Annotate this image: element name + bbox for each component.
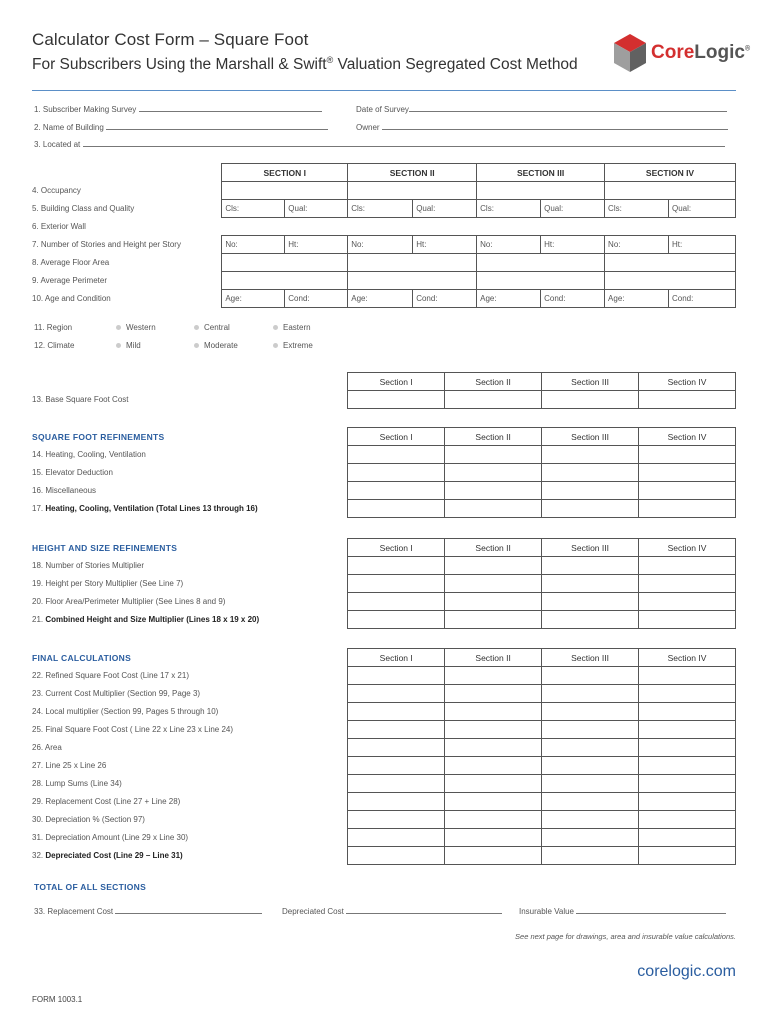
climate-moderate-option[interactable]: Moderate	[194, 341, 238, 350]
input-cell[interactable]	[222, 254, 348, 272]
input-cell[interactable]	[222, 272, 348, 290]
value-cell[interactable]	[445, 685, 542, 703]
climate-mild-option[interactable]: Mild	[116, 341, 141, 350]
value-cell[interactable]	[445, 739, 542, 757]
value-cell[interactable]	[445, 391, 542, 409]
value-cell[interactable]	[348, 500, 445, 518]
value-cell[interactable]	[348, 611, 445, 629]
value-cell[interactable]	[348, 391, 445, 409]
value-cell[interactable]	[639, 793, 736, 811]
value-cell[interactable]	[542, 685, 639, 703]
climate-label: 12. Climate	[34, 341, 75, 350]
footnote: See next page for drawings, area and insurable value calculations.	[515, 932, 736, 941]
row-label: 26. Area	[32, 743, 62, 752]
table-row	[32, 793, 736, 811]
value-cell[interactable]	[542, 557, 639, 575]
value-cell[interactable]	[348, 464, 445, 482]
table-row	[32, 557, 736, 575]
value-cell[interactable]	[348, 557, 445, 575]
value-cell[interactable]	[639, 593, 736, 611]
input-cell[interactable]: Cls:	[477, 200, 541, 218]
input-cell[interactable]: No:	[605, 236, 669, 254]
row-label: 30. Depreciation % (Section 97)	[32, 815, 145, 824]
value-cell[interactable]	[445, 464, 542, 482]
value-cell[interactable]	[639, 500, 736, 518]
input-cell[interactable]	[348, 182, 477, 200]
total-row	[32, 611, 736, 629]
row-label: 23. Current Cost Multiplier (Section 99, Page 3)	[32, 689, 201, 698]
value-cell[interactable]	[542, 811, 639, 829]
total-row-label: 21. Combined Height and Size Multiplier (Lines 18 x 19 x 20)	[32, 615, 260, 624]
row-label: 9. Average Perimeter	[32, 276, 108, 285]
input-cell[interactable]: Age:	[348, 290, 413, 308]
row-label: 15. Elevator Deduction	[32, 468, 113, 477]
value-cell[interactable]	[348, 829, 445, 847]
table-row	[32, 236, 736, 254]
value-cell[interactable]	[348, 446, 445, 464]
value-cell[interactable]	[639, 575, 736, 593]
value-cell[interactable]	[639, 482, 736, 500]
input-cell[interactable]: Qual:	[669, 200, 736, 218]
value-cell[interactable]	[542, 391, 639, 409]
value-cell[interactable]	[639, 721, 736, 739]
value-cell[interactable]	[348, 847, 445, 865]
input-cell[interactable]	[605, 254, 736, 272]
row-label: 31. Depreciation Amount (Line 29 x Line 30)	[32, 833, 189, 842]
logo-logic: Logic	[694, 42, 745, 63]
value-cell[interactable]	[639, 829, 736, 847]
website-link[interactable]: corelogic.com	[637, 963, 736, 980]
value-cell[interactable]	[639, 847, 736, 865]
base-cost-table	[32, 372, 736, 409]
value-cell[interactable]	[445, 811, 542, 829]
table-header-row	[32, 428, 736, 446]
input-cell[interactable]	[605, 182, 736, 200]
section-header: SECTION I	[222, 164, 348, 182]
row-label: 29. Replacement Cost (Line 27 + Line 28)	[32, 797, 181, 806]
replacement-cost-total-field[interactable]: 33. Replacement Cost	[34, 906, 262, 916]
value-cell[interactable]	[445, 667, 542, 685]
value-cell[interactable]	[348, 811, 445, 829]
input-cell[interactable]	[477, 272, 605, 290]
section-header: Section I	[348, 539, 445, 557]
value-cell[interactable]	[542, 446, 639, 464]
table-row	[32, 575, 736, 593]
region-central-option[interactable]: Central	[194, 323, 230, 332]
table-row	[32, 829, 736, 847]
radio-icon[interactable]	[194, 343, 199, 348]
corelogic-logo: CoreLogic®	[614, 34, 744, 74]
empty-cell	[605, 218, 736, 236]
row-label: 28. Lump Sums (Line 34)	[32, 779, 122, 788]
value-cell[interactable]	[542, 593, 639, 611]
value-cell[interactable]	[445, 829, 542, 847]
total-row	[32, 847, 736, 865]
input-cell[interactable]: Ht:	[541, 236, 605, 254]
value-cell[interactable]	[542, 739, 639, 757]
region-eastern-option[interactable]: Eastern	[273, 323, 311, 332]
value-cell[interactable]	[639, 685, 736, 703]
table-row	[32, 667, 736, 685]
value-cell[interactable]	[542, 500, 639, 518]
input-cell[interactable]: Age:	[477, 290, 541, 308]
table-header-row	[32, 539, 736, 557]
input-cell[interactable]: Qual:	[413, 200, 477, 218]
value-cell[interactable]	[445, 557, 542, 575]
section-header: Section IV	[639, 539, 736, 557]
input-cell[interactable]: Ht:	[669, 236, 736, 254]
section-header: SECTION IV	[605, 164, 736, 182]
climate-extreme-option[interactable]: Extreme	[273, 341, 313, 350]
section-header: Section II	[445, 539, 542, 557]
section-header: Section IV	[639, 373, 736, 391]
row-label: 10. Age and Condition	[32, 294, 111, 303]
value-cell[interactable]	[542, 667, 639, 685]
input-cell[interactable]	[348, 272, 477, 290]
value-cell[interactable]	[348, 757, 445, 775]
value-cell[interactable]	[542, 703, 639, 721]
row-label: 27. Line 25 x Line 26	[32, 761, 107, 770]
table-row	[32, 775, 736, 793]
value-cell[interactable]	[542, 464, 639, 482]
header-rule	[32, 90, 736, 91]
input-cell[interactable]	[605, 272, 736, 290]
value-cell[interactable]	[445, 446, 542, 464]
region-row	[34, 323, 72, 332]
total-row-label: 17. Heating, Cooling, Ventilation (Total Lines 13 through 16)	[32, 504, 258, 513]
value-cell[interactable]	[639, 391, 736, 409]
value-cell[interactable]	[348, 482, 445, 500]
value-cell[interactable]	[445, 482, 542, 500]
empty-cell	[477, 218, 605, 236]
row-label: 25. Final Square Foot Cost ( Line 22 x Line 23 x Line 24)	[32, 725, 234, 734]
table-row	[32, 464, 736, 482]
input-cell[interactable]	[477, 254, 605, 272]
value-cell[interactable]	[348, 739, 445, 757]
row-label: 8. Average Floor Area	[32, 258, 110, 267]
region-western-option[interactable]: Western	[116, 323, 156, 332]
value-cell[interactable]	[639, 757, 736, 775]
value-cell[interactable]	[639, 667, 736, 685]
value-cell[interactable]	[445, 593, 542, 611]
radio-icon[interactable]	[194, 325, 199, 330]
owner-field[interactable]: Owner	[356, 122, 728, 132]
table-row	[32, 685, 736, 703]
section-header: Section I	[348, 649, 445, 667]
radio-icon[interactable]	[273, 343, 278, 348]
table-row	[32, 739, 736, 757]
empty-cell	[222, 218, 348, 236]
table-row	[32, 218, 736, 236]
depreciated-cost-total-field[interactable]: Depreciated Cost	[282, 906, 502, 916]
row-label: 13. Base Square Foot Cost	[32, 395, 129, 404]
sections-table	[32, 163, 736, 308]
building-name-field[interactable]: 2. Name of Building	[34, 122, 328, 132]
table-header-row	[32, 649, 736, 667]
located-at-field[interactable]: 3. Located at	[34, 139, 725, 149]
table-row	[32, 254, 736, 272]
value-cell[interactable]	[542, 829, 639, 847]
value-cell[interactable]	[639, 446, 736, 464]
section-heading: SQUARE FOOT REFINEMENTS	[32, 431, 165, 442]
total-row-label: 32. Depreciated Cost (Line 29 – Line 31)	[32, 851, 183, 860]
section-header: Section II	[445, 649, 542, 667]
subscriber-field[interactable]: 1. Subscriber Making Survey	[34, 104, 322, 114]
value-cell[interactable]	[542, 721, 639, 739]
row-label: 7. Number of Stories and Height per Story	[32, 240, 181, 249]
input-cell[interactable]	[477, 182, 605, 200]
value-cell[interactable]	[445, 775, 542, 793]
page-subtitle: For Subscribers Using the Marshall & Swift® Valuation Segregated Cost Method	[32, 55, 578, 74]
empty-cell	[348, 218, 477, 236]
table-row	[32, 182, 736, 200]
section-header: Section III	[542, 373, 639, 391]
input-cell[interactable]: Cond:	[285, 290, 348, 308]
value-cell[interactable]	[639, 557, 736, 575]
input-cell[interactable]: Qual:	[285, 200, 348, 218]
table-row	[32, 482, 736, 500]
section-header: SECTION III	[477, 164, 605, 182]
section-header: Section IV	[639, 428, 736, 446]
table-row	[32, 721, 736, 739]
value-cell[interactable]	[542, 775, 639, 793]
section-header: SECTION II	[348, 164, 477, 182]
value-cell[interactable]	[639, 703, 736, 721]
sqft-refinements-table	[32, 427, 736, 518]
section-header: Section I	[348, 373, 445, 391]
value-cell[interactable]	[542, 482, 639, 500]
value-cell[interactable]	[348, 667, 445, 685]
value-cell[interactable]	[348, 685, 445, 703]
row-label: 18. Number of Stories Multiplier	[32, 561, 145, 570]
totals-heading: TOTAL OF ALL SECTIONS	[34, 882, 147, 892]
final-calculations-table	[32, 648, 736, 865]
section-header: Section IV	[639, 649, 736, 667]
section-header: Section III	[542, 649, 639, 667]
table-row	[32, 593, 736, 611]
input-cell[interactable]: Cls:	[222, 200, 285, 218]
value-cell[interactable]	[542, 757, 639, 775]
row-label: 5. Building Class and Quality	[32, 204, 135, 213]
section-header: Section II	[445, 428, 542, 446]
value-cell[interactable]	[445, 703, 542, 721]
table-row	[32, 272, 736, 290]
input-cell[interactable]: Age:	[605, 290, 669, 308]
insurable-value-field[interactable]: Insurable Value	[519, 906, 726, 916]
input-cell[interactable]: Ht:	[285, 236, 348, 254]
row-label: 20. Floor Area/Perimeter Multiplier (See Lines 8 and 9)	[32, 597, 226, 606]
value-cell[interactable]	[348, 793, 445, 811]
input-cell[interactable]	[222, 182, 348, 200]
value-cell[interactable]	[445, 575, 542, 593]
value-cell[interactable]	[542, 847, 639, 865]
value-cell[interactable]	[445, 721, 542, 739]
input-cell[interactable]: Cond:	[669, 290, 736, 308]
radio-icon[interactable]	[116, 325, 121, 330]
height-size-table	[32, 538, 736, 629]
row-label: 19. Height per Story Multiplier (See Line 7)	[32, 579, 184, 588]
form-number: FORM 1003.1	[32, 995, 83, 1004]
value-cell[interactable]	[639, 464, 736, 482]
value-cell[interactable]	[348, 775, 445, 793]
input-cell[interactable]: Cls:	[605, 200, 669, 218]
input-cell[interactable]: Cls:	[348, 200, 413, 218]
section-header: Section III	[542, 539, 639, 557]
input-cell[interactable]: Cond:	[413, 290, 477, 308]
value-cell[interactable]	[639, 611, 736, 629]
input-cell[interactable]: Age:	[222, 290, 285, 308]
row-label: 22. Refined Square Foot Cost (Line 17 x 21)	[32, 671, 189, 680]
value-cell[interactable]	[445, 611, 542, 629]
value-cell[interactable]	[445, 757, 542, 775]
value-cell[interactable]	[348, 703, 445, 721]
input-cell[interactable]: No:	[348, 236, 413, 254]
input-cell[interactable]: No:	[477, 236, 541, 254]
table-row	[32, 757, 736, 775]
value-cell[interactable]	[445, 793, 542, 811]
corelogic-cube-icon	[614, 34, 646, 72]
page-title: Calculator Cost Form – Square Foot	[32, 30, 309, 49]
radio-icon[interactable]	[273, 325, 278, 330]
value-cell[interactable]	[348, 593, 445, 611]
table-row	[32, 200, 736, 218]
input-cell[interactable]: No:	[222, 236, 285, 254]
section-header: Section III	[542, 428, 639, 446]
input-cell[interactable]	[348, 254, 477, 272]
table-row	[32, 290, 736, 308]
section-header: Section I	[348, 428, 445, 446]
value-cell[interactable]	[348, 721, 445, 739]
row-label: 6. Exterior Wall	[32, 222, 86, 231]
value-cell[interactable]	[445, 847, 542, 865]
date-of-survey-field[interactable]: Date of Survey	[356, 104, 727, 114]
value-cell[interactable]	[542, 611, 639, 629]
input-cell[interactable]: Ht:	[413, 236, 477, 254]
value-cell[interactable]	[639, 739, 736, 757]
total-row	[32, 500, 736, 518]
row-label: 4. Occupancy	[32, 186, 81, 195]
logo-core: Core	[651, 42, 695, 63]
table-row	[32, 811, 736, 829]
row-label: 24. Local multiplier (Section 99, Pages 5 through 10)	[32, 707, 219, 716]
section-heading: HEIGHT AND SIZE REFINEMENTS	[32, 542, 178, 553]
value-cell[interactable]	[639, 811, 736, 829]
input-cell[interactable]: Cond:	[541, 290, 605, 308]
table-row	[32, 703, 736, 721]
radio-icon[interactable]	[116, 343, 121, 348]
base-header-row	[32, 373, 736, 391]
climate-row	[34, 341, 74, 350]
table-row	[32, 391, 736, 409]
value-cell[interactable]	[542, 793, 639, 811]
section-header: Section II	[445, 373, 542, 391]
value-cell[interactable]	[639, 775, 736, 793]
input-cell[interactable]: Qual:	[541, 200, 605, 218]
table-row	[32, 446, 736, 464]
region-label: 11. Region	[34, 323, 73, 332]
value-cell[interactable]	[542, 575, 639, 593]
value-cell[interactable]	[348, 575, 445, 593]
section-heading: FINAL CALCULATIONS	[32, 652, 132, 663]
value-cell[interactable]	[445, 500, 542, 518]
row-label: 16. Miscellaneous	[32, 486, 97, 495]
sections-header-row	[32, 164, 736, 182]
row-label: 14. Heating, Cooling, Ventilation	[32, 450, 146, 459]
